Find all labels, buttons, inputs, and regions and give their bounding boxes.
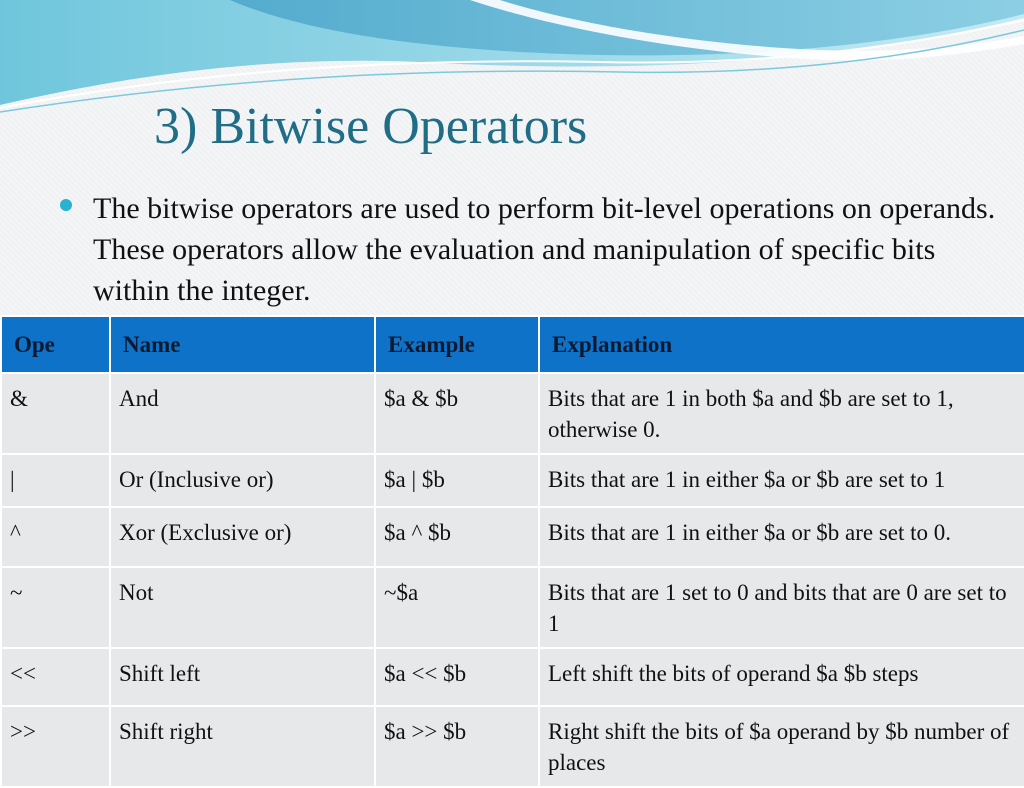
bullet-point <box>60 188 1000 311</box>
table-header-row <box>1 316 1024 373</box>
cell-name: Not <box>110 567 375 648</box>
cell-name: Xor (Exclusive or) <box>110 507 375 567</box>
cell-example: $a ^ $b <box>375 507 539 567</box>
table-row <box>1 454 1024 507</box>
cell-operator: << <box>1 648 110 706</box>
cell-explanation: Left shift the bits of operand $a $b steps <box>539 648 1024 706</box>
cell-operator: >> <box>1 706 110 787</box>
table-row <box>1 648 1024 706</box>
cell-operator: ~ <box>1 567 110 648</box>
header-operator: Ope <box>1 316 110 373</box>
cell-operator: | <box>1 454 110 507</box>
cell-explanation: Right shift the bits of $a operand by $b number of places <box>539 706 1024 787</box>
cell-example: $a >> $b <box>375 706 539 787</box>
header-explanation: Explanation <box>539 316 1024 373</box>
cell-example: $a | $b <box>375 454 539 507</box>
table-row <box>1 706 1024 787</box>
cell-operator: & <box>1 373 110 454</box>
slide-title: 3) Bitwise Operators <box>154 98 588 155</box>
cell-example: $a & $b <box>375 373 539 454</box>
bullet-text: The bitwise operators are used to perform bit-level operations on operands. These operators allow the evaluation and manipulation of specific bits within the integer. <box>93 192 996 307</box>
cell-example: $a << $b <box>375 648 539 706</box>
cell-name: Or (Inclusive or) <box>110 454 375 507</box>
cell-name: And <box>110 373 375 454</box>
header-name: Name <box>110 316 375 373</box>
cell-name: Shift left <box>110 648 375 706</box>
cell-name: Shift right <box>110 706 375 787</box>
cell-operator: ^ <box>1 507 110 567</box>
operators-table <box>0 315 1024 788</box>
bullet-dot-icon <box>60 199 72 211</box>
cell-example: ~$a <box>375 567 539 648</box>
cell-explanation: Bits that are 1 in either $a or $b are set to 1 <box>539 454 1024 507</box>
table-row <box>1 507 1024 567</box>
cell-explanation: Bits that are 1 in either $a or $b are set to 0. <box>539 507 1024 567</box>
cell-explanation: Bits that are 1 set to 0 and bits that are 0 are set to 1 <box>539 567 1024 648</box>
table-row <box>1 567 1024 648</box>
cell-explanation: Bits that are 1 in both $a and $b are set to 1, otherwise 0. <box>539 373 1024 454</box>
table-row <box>1 373 1024 454</box>
header-example: Example <box>375 316 539 373</box>
